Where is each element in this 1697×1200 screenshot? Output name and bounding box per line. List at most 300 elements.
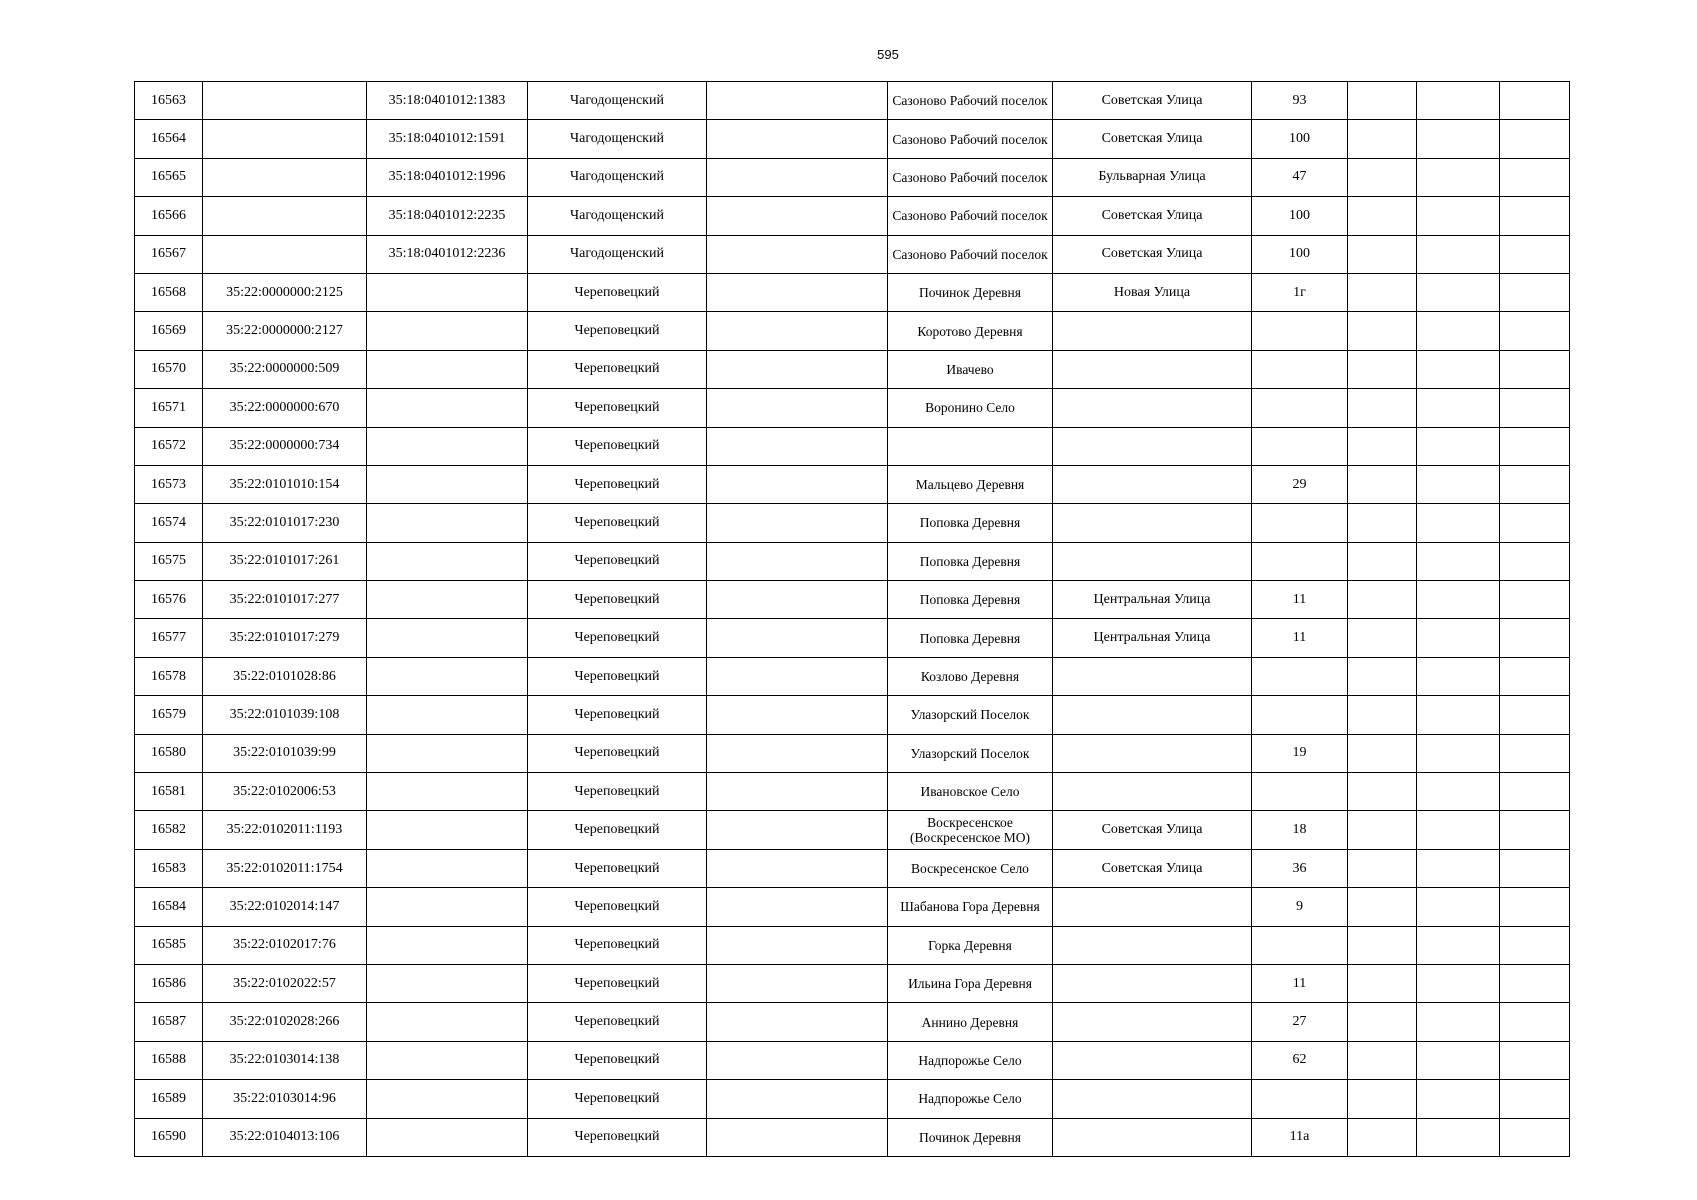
cell-district: Чагодощенский: [528, 120, 707, 158]
cell-settlement: Коротово Деревня: [888, 312, 1053, 350]
cell-cadastral-number: 35:22:0000000:670: [203, 389, 367, 427]
cell-empty: [707, 273, 888, 311]
table-row: [135, 312, 1570, 350]
cell-empty: [1500, 696, 1570, 734]
cell-cadastral-number-alt: [367, 849, 528, 887]
cell-number: 16577: [135, 619, 203, 657]
cell-empty: [1500, 1003, 1570, 1041]
cell-cadastral-number-alt: 35:18:0401012:2236: [367, 235, 528, 273]
cell-empty: [1348, 1080, 1417, 1118]
cell-house: 36: [1252, 849, 1348, 887]
cell-empty: [1500, 926, 1570, 964]
cell-street: [1053, 542, 1252, 580]
cell-number: 16564: [135, 120, 203, 158]
cell-cadastral-number: 35:22:0101017:261: [203, 542, 367, 580]
cell-street: [1053, 734, 1252, 772]
cell-empty: [1417, 849, 1500, 887]
cell-empty: [707, 811, 888, 849]
cell-street: Советская Улица: [1053, 82, 1252, 120]
cell-district: Чагодощенский: [528, 197, 707, 235]
cell-street: [1053, 427, 1252, 465]
cell-house: 93: [1252, 82, 1348, 120]
cell-settlement: Ильина Гора Деревня: [888, 964, 1053, 1002]
cell-empty: [1417, 273, 1500, 311]
cell-empty: [1500, 350, 1570, 388]
cell-settlement: Починок Деревня: [888, 1118, 1053, 1156]
cell-empty: [1348, 849, 1417, 887]
cell-house: [1252, 696, 1348, 734]
cell-settlement: Улазорский Поселок: [888, 734, 1053, 772]
cell-settlement: Ивачево: [888, 350, 1053, 388]
cell-empty: [1417, 82, 1500, 120]
table-row: [135, 235, 1570, 273]
cell-empty: [1500, 504, 1570, 542]
cell-empty: [1500, 158, 1570, 196]
table-row: [135, 1080, 1570, 1118]
cell-number: 16573: [135, 465, 203, 503]
cell-cadastral-number-alt: [367, 888, 528, 926]
cell-street: [1053, 1041, 1252, 1079]
cell-empty: [1500, 581, 1570, 619]
cell-cadastral-number: 35:22:0101039:99: [203, 734, 367, 772]
cell-empty: [1417, 158, 1500, 196]
cell-empty: [1500, 1080, 1570, 1118]
cell-empty: [707, 120, 888, 158]
cell-empty: [707, 312, 888, 350]
cell-number: 16585: [135, 926, 203, 964]
cell-number: 16588: [135, 1041, 203, 1079]
cell-cadastral-number-alt: [367, 1003, 528, 1041]
cell-empty: [707, 696, 888, 734]
cell-house: [1252, 926, 1348, 964]
cell-number: 16578: [135, 657, 203, 695]
cell-district: Череповецкий: [528, 389, 707, 427]
cell-empty: [1500, 273, 1570, 311]
table-row: [135, 581, 1570, 619]
cell-cadastral-number: 35:22:0102022:57: [203, 964, 367, 1002]
cell-number: 16583: [135, 849, 203, 887]
cell-empty: [707, 504, 888, 542]
cell-empty: [1417, 773, 1500, 811]
cell-empty: [1500, 120, 1570, 158]
cell-number: 16574: [135, 504, 203, 542]
cell-empty: [1417, 1080, 1500, 1118]
cell-number: 16565: [135, 158, 203, 196]
table-row: [135, 350, 1570, 388]
cell-house: 9: [1252, 888, 1348, 926]
cell-empty: [707, 389, 888, 427]
cell-cadastral-number: 35:22:0101010:154: [203, 465, 367, 503]
table-row: [135, 504, 1570, 542]
cell-empty: [1500, 619, 1570, 657]
cell-empty: [1348, 273, 1417, 311]
cell-number: 16569: [135, 312, 203, 350]
cell-empty: [1348, 350, 1417, 388]
cell-number: 16580: [135, 734, 203, 772]
cell-district: Череповецкий: [528, 581, 707, 619]
register-table: [134, 81, 1570, 1157]
cell-number: 16586: [135, 964, 203, 1002]
cell-empty: [707, 657, 888, 695]
cell-district: Чагодощенский: [528, 158, 707, 196]
cell-empty: [707, 427, 888, 465]
cell-street: Центральная Улица: [1053, 619, 1252, 657]
cell-empty: [1417, 312, 1500, 350]
cell-street: [1053, 350, 1252, 388]
cell-house: 1г: [1252, 273, 1348, 311]
cell-empty: [1348, 581, 1417, 619]
cell-district: Череповецкий: [528, 312, 707, 350]
cell-settlement: Воскресенское (Воскресенское МО): [888, 811, 1053, 849]
cell-district: Череповецкий: [528, 773, 707, 811]
cell-settlement: Улазорский Поселок: [888, 696, 1053, 734]
cell-number: 16587: [135, 1003, 203, 1041]
cell-cadastral-number-alt: [367, 657, 528, 695]
table-row: [135, 389, 1570, 427]
cell-empty: [1500, 1118, 1570, 1156]
cell-house: [1252, 542, 1348, 580]
cell-cadastral-number-alt: [367, 1118, 528, 1156]
cell-empty: [1500, 465, 1570, 503]
cell-cadastral-number: 35:22:0000000:509: [203, 350, 367, 388]
cell-street: Советская Улица: [1053, 120, 1252, 158]
cell-empty: [1417, 926, 1500, 964]
cell-street: Советская Улица: [1053, 811, 1252, 849]
cell-house: 18: [1252, 811, 1348, 849]
cell-empty: [1417, 696, 1500, 734]
table-row: [135, 849, 1570, 887]
cell-cadastral-number-alt: [367, 504, 528, 542]
cell-district: Череповецкий: [528, 1118, 707, 1156]
cell-empty: [707, 465, 888, 503]
cell-number: 16568: [135, 273, 203, 311]
cell-empty: [1348, 1003, 1417, 1041]
cell-cadastral-number: 35:22:0102006:53: [203, 773, 367, 811]
table-row: [135, 926, 1570, 964]
cell-district: Череповецкий: [528, 849, 707, 887]
cell-district: Череповецкий: [528, 926, 707, 964]
cell-empty: [1417, 1118, 1500, 1156]
cell-empty: [1348, 926, 1417, 964]
cell-settlement: Починок Деревня: [888, 273, 1053, 311]
cell-cadastral-number: 35:22:0101017:277: [203, 581, 367, 619]
cell-empty: [1500, 542, 1570, 580]
cell-settlement: Поповка Деревня: [888, 581, 1053, 619]
table-row: [135, 542, 1570, 580]
cell-empty: [1348, 197, 1417, 235]
cell-cadastral-number-alt: [367, 1080, 528, 1118]
cell-district: Череповецкий: [528, 273, 707, 311]
page-number: 595: [877, 47, 899, 62]
cell-number: 16572: [135, 427, 203, 465]
cell-empty: [1500, 1041, 1570, 1079]
cell-district: Чагодощенский: [528, 235, 707, 273]
cell-empty: [1417, 619, 1500, 657]
cell-cadastral-number-alt: [367, 427, 528, 465]
cell-settlement: Мальцево Деревня: [888, 465, 1053, 503]
cell-empty: [1417, 504, 1500, 542]
cell-street: Бульварная Улица: [1053, 158, 1252, 196]
cell-number: 16589: [135, 1080, 203, 1118]
cell-empty: [1417, 542, 1500, 580]
cell-cadastral-number-alt: [367, 926, 528, 964]
cell-empty: [1500, 849, 1570, 887]
cell-empty: [1348, 158, 1417, 196]
cell-settlement: Сазоново Рабочий поселок: [888, 82, 1053, 120]
cell-cadastral-number: [203, 158, 367, 196]
cell-house: [1252, 773, 1348, 811]
cell-empty: [1417, 657, 1500, 695]
cell-empty: [1417, 197, 1500, 235]
table-row: [135, 120, 1570, 158]
cell-street: [1053, 964, 1252, 1002]
cell-empty: [707, 235, 888, 273]
cell-street: [1053, 696, 1252, 734]
cell-district: Череповецкий: [528, 811, 707, 849]
cell-cadastral-number-alt: [367, 273, 528, 311]
cell-empty: [707, 619, 888, 657]
cell-house: [1252, 657, 1348, 695]
cell-house: [1252, 389, 1348, 427]
cell-empty: [1348, 696, 1417, 734]
cell-district: Череповецкий: [528, 504, 707, 542]
cell-district: Череповецкий: [528, 657, 707, 695]
cell-empty: [1500, 389, 1570, 427]
cell-settlement: Ивановское Село: [888, 773, 1053, 811]
cell-settlement: Аннино Деревня: [888, 1003, 1053, 1041]
cell-empty: [1417, 350, 1500, 388]
cell-house: [1252, 350, 1348, 388]
table-row: [135, 657, 1570, 695]
cell-house: 11: [1252, 619, 1348, 657]
cell-cadastral-number: 35:22:0101017:230: [203, 504, 367, 542]
cell-district: Череповецкий: [528, 1080, 707, 1118]
cell-number: 16570: [135, 350, 203, 388]
cell-number: 16582: [135, 811, 203, 849]
table-row: [135, 696, 1570, 734]
cell-cadastral-number-alt: 35:18:0401012:2235: [367, 197, 528, 235]
cell-empty: [1348, 734, 1417, 772]
table-row: [135, 273, 1570, 311]
cell-cadastral-number-alt: [367, 465, 528, 503]
cell-house: 19: [1252, 734, 1348, 772]
cell-empty: [707, 350, 888, 388]
cell-district: Череповецкий: [528, 964, 707, 1002]
cell-house: [1252, 427, 1348, 465]
cell-cadastral-number-alt: 35:18:0401012:1383: [367, 82, 528, 120]
cell-empty: [1348, 619, 1417, 657]
cell-empty: [1348, 120, 1417, 158]
cell-district: Череповецкий: [528, 888, 707, 926]
cell-district: Чагодощенский: [528, 82, 707, 120]
cell-number: 16575: [135, 542, 203, 580]
cell-empty: [1417, 389, 1500, 427]
cell-street: [1053, 1080, 1252, 1118]
cell-street: [1053, 926, 1252, 964]
cell-empty: [1417, 427, 1500, 465]
table-row: [135, 773, 1570, 811]
cell-house: 47: [1252, 158, 1348, 196]
cell-empty: [707, 1041, 888, 1079]
cell-street: [1053, 657, 1252, 695]
cell-cadastral-number-alt: [367, 964, 528, 1002]
cell-street: [1053, 1118, 1252, 1156]
cell-empty: [1500, 964, 1570, 1002]
cell-cadastral-number-alt: [367, 389, 528, 427]
cell-cadastral-number-alt: [367, 350, 528, 388]
cell-empty: [1417, 1003, 1500, 1041]
cell-district: Череповецкий: [528, 542, 707, 580]
cell-empty: [1348, 465, 1417, 503]
cell-number: 16590: [135, 1118, 203, 1156]
cell-number: 16566: [135, 197, 203, 235]
cell-street: [1053, 773, 1252, 811]
cell-house: 29: [1252, 465, 1348, 503]
cell-empty: [1500, 197, 1570, 235]
cell-empty: [707, 1080, 888, 1118]
cell-district: Череповецкий: [528, 734, 707, 772]
cell-empty: [1348, 657, 1417, 695]
cell-cadastral-number: 35:22:0104013:106: [203, 1118, 367, 1156]
cell-street: Советская Улица: [1053, 849, 1252, 887]
cell-cadastral-number: 35:22:0000000:734: [203, 427, 367, 465]
cell-street: Новая Улица: [1053, 273, 1252, 311]
cell-empty: [1417, 888, 1500, 926]
cell-district: Череповецкий: [528, 350, 707, 388]
cell-number: 16563: [135, 82, 203, 120]
table-row: [135, 1118, 1570, 1156]
cell-settlement: Поповка Деревня: [888, 542, 1053, 580]
cell-empty: [1500, 734, 1570, 772]
table-body: [135, 82, 1570, 1157]
cell-settlement: Горка Деревня: [888, 926, 1053, 964]
cell-settlement: Сазоново Рабочий поселок: [888, 235, 1053, 273]
table-row: [135, 619, 1570, 657]
cell-cadastral-number: 35:22:0102011:1754: [203, 849, 367, 887]
cell-empty: [707, 926, 888, 964]
cell-settlement: Воскресенское Село: [888, 849, 1053, 887]
cell-street: Центральная Улица: [1053, 581, 1252, 619]
cell-empty: [1500, 235, 1570, 273]
cell-cadastral-number-alt: [367, 619, 528, 657]
cell-empty: [707, 82, 888, 120]
cell-cadastral-number: 35:22:0000000:2127: [203, 312, 367, 350]
cell-house: 27: [1252, 1003, 1348, 1041]
cell-cadastral-number: 35:22:0102011:1193: [203, 811, 367, 849]
table-row: [135, 964, 1570, 1002]
cell-street: [1053, 312, 1252, 350]
cell-cadastral-number-alt: 35:18:0401012:1996: [367, 158, 528, 196]
cell-settlement: Сазоново Рабочий поселок: [888, 197, 1053, 235]
cell-cadastral-number: 35:22:0000000:2125: [203, 273, 367, 311]
cell-cadastral-number-alt: 35:18:0401012:1591: [367, 120, 528, 158]
cell-house: 11а: [1252, 1118, 1348, 1156]
cell-district: Череповецкий: [528, 427, 707, 465]
cell-empty: [1417, 235, 1500, 273]
cell-empty: [1417, 734, 1500, 772]
cell-empty: [1348, 235, 1417, 273]
cell-district: Череповецкий: [528, 696, 707, 734]
cell-empty: [1348, 312, 1417, 350]
cell-cadastral-number: 35:22:0101039:108: [203, 696, 367, 734]
cell-empty: [1348, 1118, 1417, 1156]
cell-number: 16567: [135, 235, 203, 273]
cell-empty: [1348, 811, 1417, 849]
table-row: [135, 1041, 1570, 1079]
cell-number: 16571: [135, 389, 203, 427]
cell-empty: [1500, 82, 1570, 120]
cell-cadastral-number-alt: [367, 581, 528, 619]
cell-cadastral-number-alt: [367, 696, 528, 734]
cell-street: [1053, 888, 1252, 926]
cell-house: 11: [1252, 581, 1348, 619]
cell-empty: [707, 542, 888, 580]
cell-empty: [707, 581, 888, 619]
cell-empty: [1500, 888, 1570, 926]
cell-street: [1053, 465, 1252, 503]
cell-house: 11: [1252, 964, 1348, 1002]
cell-house: [1252, 504, 1348, 542]
cell-empty: [707, 1003, 888, 1041]
cell-empty: [1417, 120, 1500, 158]
cell-empty: [707, 1118, 888, 1156]
cell-empty: [1348, 389, 1417, 427]
cell-cadastral-number: 35:22:0101017:279: [203, 619, 367, 657]
cell-street: Советская Улица: [1053, 235, 1252, 273]
cell-street: [1053, 389, 1252, 427]
cell-district: Череповецкий: [528, 619, 707, 657]
cell-cadastral-number-alt: [367, 734, 528, 772]
cell-cadastral-number: 35:22:0102028:266: [203, 1003, 367, 1041]
cell-empty: [1500, 811, 1570, 849]
cell-settlement: Надпорожье Село: [888, 1080, 1053, 1118]
cell-cadastral-number: 35:22:0101028:86: [203, 657, 367, 695]
cell-house: [1252, 1080, 1348, 1118]
cell-empty: [1500, 773, 1570, 811]
cell-cadastral-number: [203, 235, 367, 273]
cell-empty: [707, 773, 888, 811]
cell-cadastral-number-alt: [367, 811, 528, 849]
cell-cadastral-number: 35:22:0102017:76: [203, 926, 367, 964]
cell-cadastral-number: [203, 82, 367, 120]
cell-cadastral-number: [203, 120, 367, 158]
table-row: [135, 1003, 1570, 1041]
cell-empty: [1348, 82, 1417, 120]
cell-settlement: [888, 427, 1053, 465]
table-row: [135, 427, 1570, 465]
cell-settlement: Воронино Село: [888, 389, 1053, 427]
cell-cadastral-number-alt: [367, 542, 528, 580]
cell-cadastral-number: 35:22:0102014:147: [203, 888, 367, 926]
cell-empty: [1348, 888, 1417, 926]
cell-empty: [1417, 1041, 1500, 1079]
table-row: [135, 465, 1570, 503]
cell-empty: [1348, 773, 1417, 811]
cell-district: Череповецкий: [528, 1003, 707, 1041]
cell-number: 16579: [135, 696, 203, 734]
cell-settlement: Шабанова Гора Деревня: [888, 888, 1053, 926]
cell-number: 16576: [135, 581, 203, 619]
cell-empty: [1348, 504, 1417, 542]
cell-settlement: Надпорожье Село: [888, 1041, 1053, 1079]
cell-empty: [1348, 1041, 1417, 1079]
cell-empty: [1348, 542, 1417, 580]
cell-empty: [1417, 811, 1500, 849]
cell-cadastral-number-alt: [367, 1041, 528, 1079]
table-row: [135, 734, 1570, 772]
cell-settlement: Сазоново Рабочий поселок: [888, 120, 1053, 158]
cell-empty: [1500, 427, 1570, 465]
